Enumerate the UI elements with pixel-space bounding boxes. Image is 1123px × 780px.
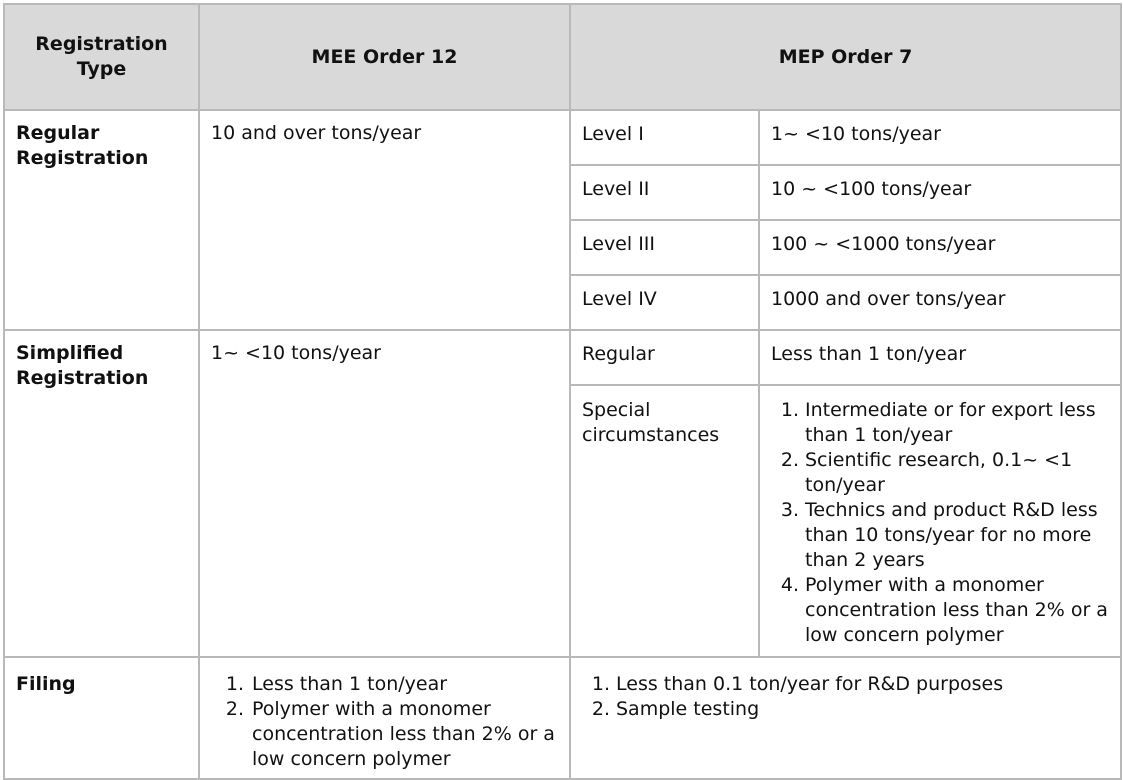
table-row xyxy=(4,110,1121,165)
list-text: Polymer with a monomer concentration less than 2% or a low concern polymer xyxy=(805,574,1108,646)
mee-filing-list xyxy=(211,672,559,772)
simplified-regular-name: Regular xyxy=(570,330,759,385)
mep-filing-list xyxy=(582,672,1110,722)
row-label-regular: Regular Registration xyxy=(4,110,199,330)
level-name: Level IV xyxy=(570,275,759,330)
list-item xyxy=(771,448,1114,498)
list-item xyxy=(216,697,559,772)
list-item xyxy=(582,672,1110,697)
list-text: Intermediate or for export less than 1 ton/year xyxy=(805,399,1096,446)
level-name: Level I xyxy=(570,110,759,165)
list-number: 1. xyxy=(225,673,244,695)
mep-filing-cell xyxy=(570,657,1121,779)
list-number: 2. xyxy=(225,698,244,720)
list-text: Less than 0.1 ton/year for R&D purposes xyxy=(616,673,1004,695)
row-label-filing: Filing xyxy=(4,657,199,779)
table-row xyxy=(4,657,1121,779)
registration-comparison-table xyxy=(3,3,1122,780)
list-text: Scientific research, 0.1~ <1 ton/year xyxy=(805,449,1073,496)
list-text: Sample testing xyxy=(616,698,760,720)
list-number: 4. xyxy=(780,574,799,596)
list-item xyxy=(771,573,1114,648)
level-name: Level II xyxy=(570,165,759,220)
list-item xyxy=(771,498,1114,573)
level-range: 1000 and over tons/year xyxy=(759,275,1121,330)
list-number: 2. xyxy=(780,449,799,471)
level-range: 100 ~ <1000 tons/year xyxy=(759,220,1121,275)
table-row xyxy=(4,330,1121,385)
header-mee-order: MEE Order 12 xyxy=(199,4,570,110)
list-number: 3. xyxy=(780,499,799,521)
special-circumstances-list xyxy=(771,398,1114,648)
row-label-simplified: Simplified Registration xyxy=(4,330,199,657)
list-item xyxy=(582,697,1110,722)
list-text: Polymer with a monomer concentration less than 2% or a low concern polymer xyxy=(252,698,555,770)
list-text: Technics and product R&D less than 10 tons/year for no more than 2 years xyxy=(805,499,1098,571)
list-text: Less than 1 ton/year xyxy=(252,673,448,695)
mee-filing-cell xyxy=(199,657,570,779)
level-range: 1~ <10 tons/year xyxy=(759,110,1121,165)
mee-simplified-value: 1~ <10 tons/year xyxy=(199,330,570,657)
special-circumstances-label: Special circumstances xyxy=(570,385,759,657)
special-circumstances-cell xyxy=(759,385,1121,657)
level-range: 10 ~ <100 tons/year xyxy=(759,165,1121,220)
list-number: 2. xyxy=(591,698,610,720)
header-mep-order: MEP Order 7 xyxy=(570,4,1121,110)
level-name: Level III xyxy=(570,220,759,275)
mee-regular-value: 10 and over tons/year xyxy=(199,110,570,330)
list-number: 1. xyxy=(591,673,610,695)
header-row xyxy=(4,4,1121,110)
list-item xyxy=(216,672,559,697)
list-number: 1. xyxy=(780,399,799,421)
simplified-regular-range: Less than 1 ton/year xyxy=(759,330,1121,385)
list-item xyxy=(771,398,1114,448)
header-registration-type: Registration Type xyxy=(4,4,199,110)
